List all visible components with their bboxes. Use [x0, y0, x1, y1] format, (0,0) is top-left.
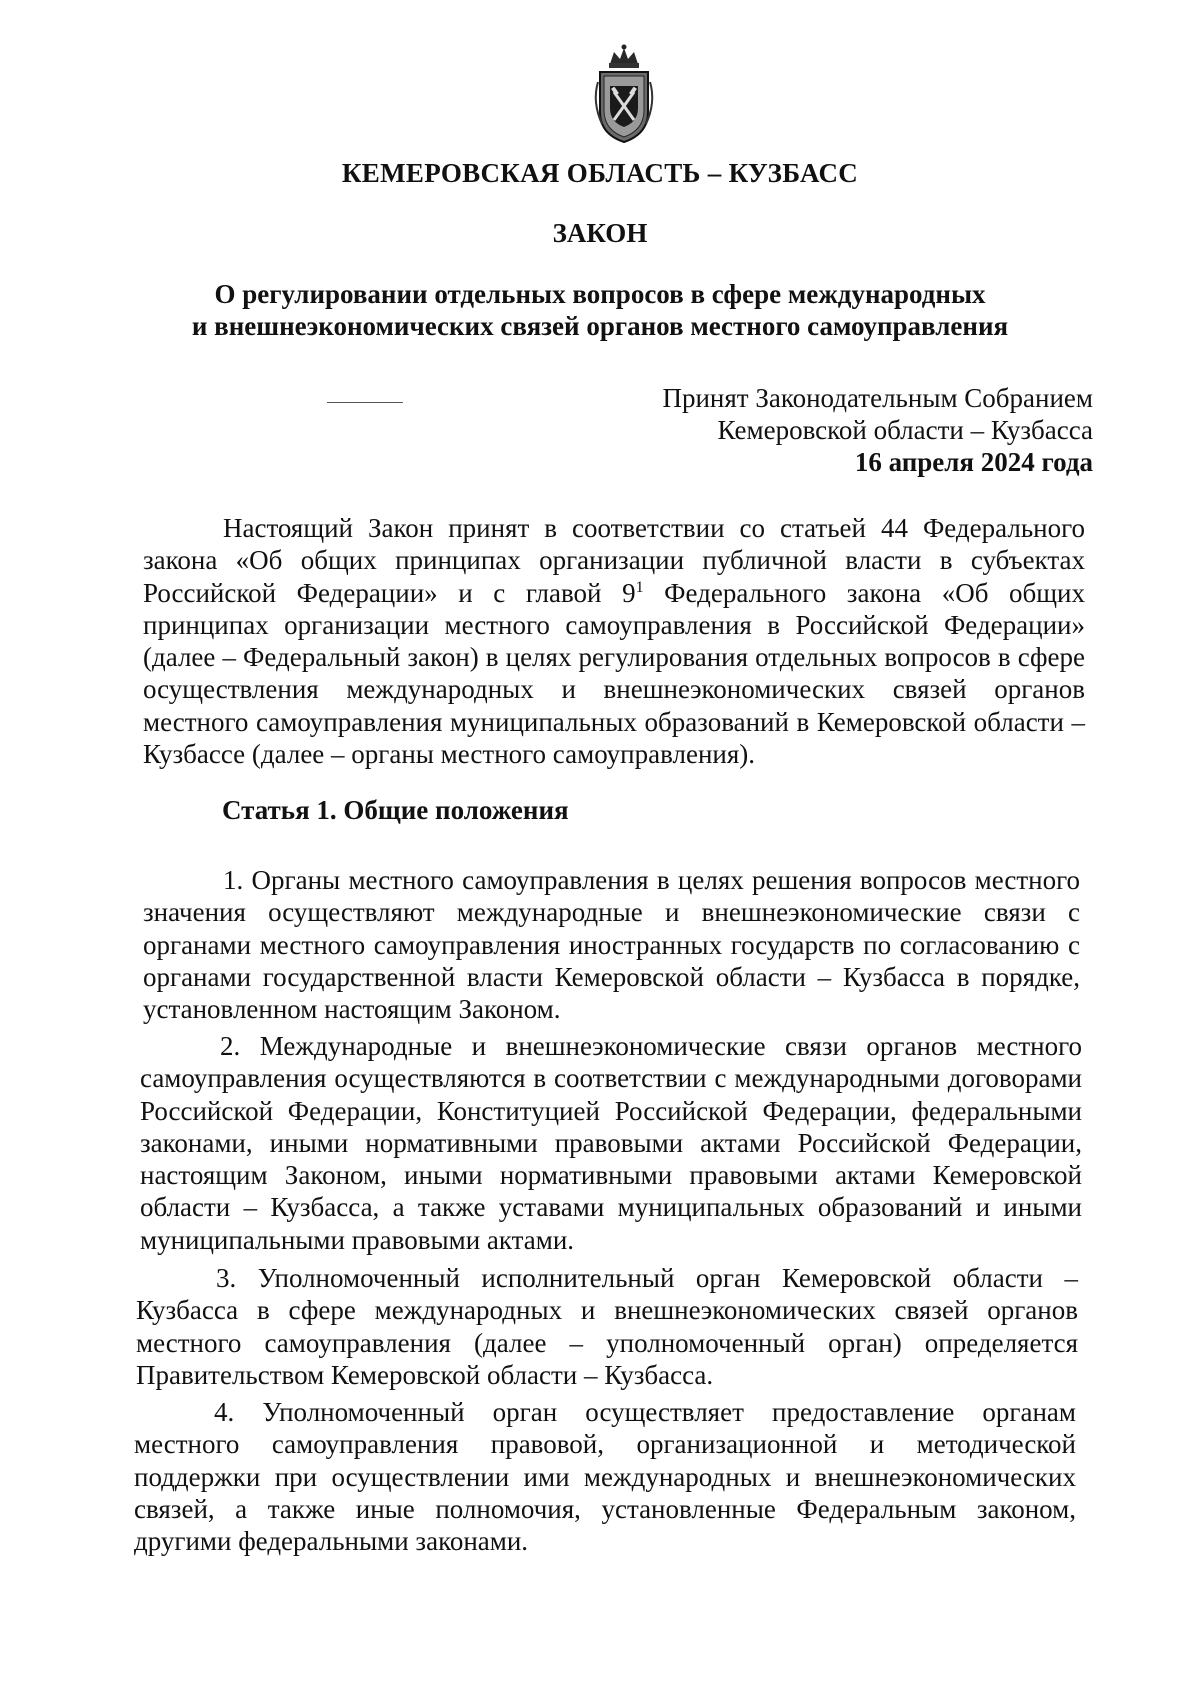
- adoption-date: 16 апреля 2024 года: [854, 447, 1093, 477]
- article-1-heading: Статья 1. Общие положения: [222, 795, 569, 825]
- law-title: [0, 278, 1200, 342]
- law-title-line-2: и внешнеэкономических связей органов местного самоуправления: [191, 311, 1009, 341]
- coat-of-arms-icon: [590, 42, 658, 146]
- region-title: КЕМЕРОВСКАЯ ОБЛАСТЬ – КУЗБАСС: [341, 158, 859, 188]
- article-1-paragraph-3: 3. Уполномоченный исполнительный орган Кемеровской области – Кузбасса в сфере международных и внешнеэкономических связей органов местного самоуправления (далее – уполномоченный орган) определяется Правительством Кемеровской области – Кузбасса.: [136, 1263, 1078, 1390]
- preamble-part-1: Настоящий Закон принят в соответствии со статьей 44 Федерального закона «Об общих принципах организации публичной власти в субъектах Российской Федерации» и с главой 9: [143, 513, 1085, 608]
- divider-line: [327, 402, 403, 403]
- adoption-info: [662, 382, 1093, 478]
- law-title-line-1: О регулировании отдельных вопросов в сфере международных: [214, 279, 986, 309]
- document-type: ЗАКОН: [552, 218, 648, 248]
- chapter-superscript: 1: [635, 578, 644, 596]
- article-1-paragraph-2: 2. Международные и внешнеэкономические связи органов местного самоуправления осуществляются в соответствии с международными договорами Российской Федерации, Конституцией Российской Федерации, федеральными законами, иными нормативными правовыми актами Российской Федерации, настоящим Законом, иными нормативными правовыми актами Кемеровской области – Кузбасса, а также уставами муниципальных образований и иными муниципальными правовыми актами.: [140, 1031, 1082, 1255]
- adoption-line-2: Кемеровской области – Кузбасса: [717, 415, 1093, 445]
- adoption-line-1: Принят Законодательным Собранием: [662, 383, 1093, 413]
- preamble-part-2: Федерального закона «Об общих принципах организации местного самоуправления в Российской Федерации» (далее – Федеральный закон) в целях регулирования отдельных вопросов в сфере осуществления международных и внешнеэкономических связей органов местного самоуправления муниципальных образований в Кемеровской области – Кузбассе (далее – органы местного самоуправления).: [143, 577, 1085, 770]
- preamble-paragraph: [143, 512, 1085, 770]
- article-1-paragraph-4: 4. Уполномоченный орган осуществляет предоставление органам местного самоуправления правовой, организационной и методической поддержки при осуществлении ими международных и внешнеэкономических связей, а также иные полномочия, установленные Федеральным законом, другими федеральными законами.: [134, 1397, 1076, 1557]
- article-1-paragraph-1: 1. Органы местного самоуправления в целях решения вопросов местного значения осуществляют международные и внешнеэкономические связи с органами местного самоуправления иностранных государств по согласованию с органами государственной власти Кемеровской области – Кузбасса в порядке, установленном настоящим Законом.: [143, 865, 1080, 1025]
